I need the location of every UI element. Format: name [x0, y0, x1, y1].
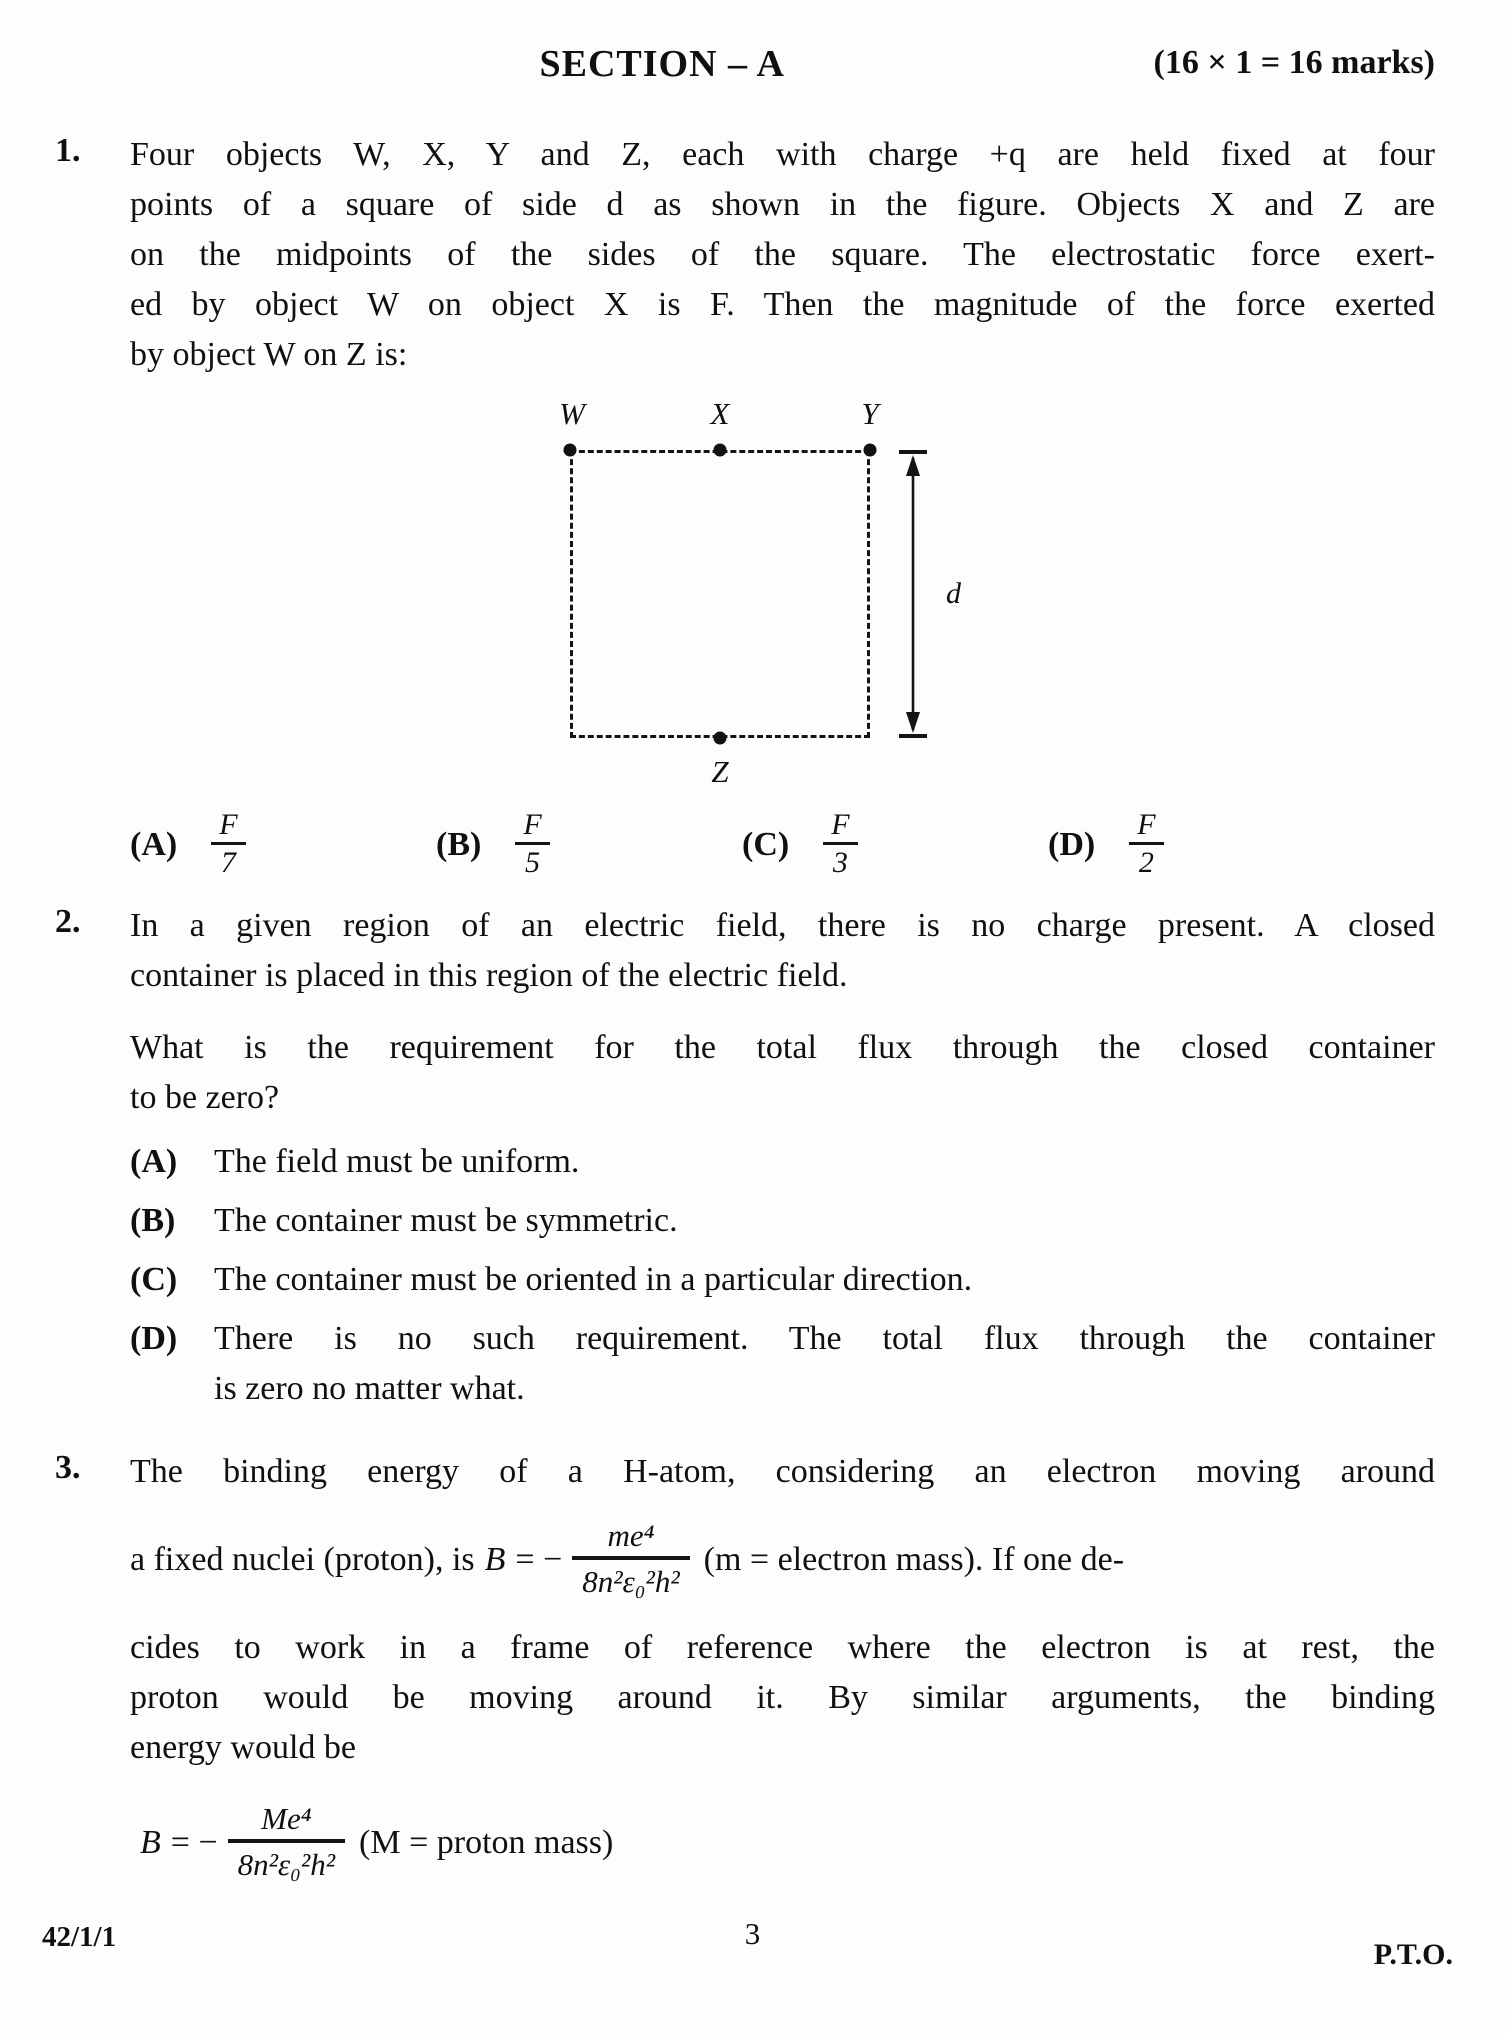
question-2: [55, 901, 1435, 1423]
option-text: The container must be oriented in a particular direction.: [214, 1261, 973, 1298]
figure-label-y: Y: [861, 396, 879, 431]
fraction: $\frac{\text{me⁴}}{\text{8n²ε₀²h²}}$: [572, 1516, 689, 1604]
fraction: $\frac{\text{Me⁴}}{\text{8n²ε₀²h²}}$: [228, 1799, 345, 1887]
inline-equation: [130, 1497, 1435, 1623]
fraction: $\frac{F}{2}$: [1129, 808, 1163, 881]
charge-dot-x: [714, 444, 727, 457]
option-text: There is no such requirement. The total flux through the container: [214, 1320, 1435, 1357]
dimension-arrow-icon: [896, 448, 940, 740]
paper-code: 42/1/1: [42, 1921, 117, 1953]
equation-variable: B: [484, 1541, 506, 1578]
fraction: $\frac{F}{5}$: [515, 808, 549, 881]
question-1-figure: [130, 396, 1435, 790]
question-line: points of a square of side d as shown in the figure. Objects X and Z are: [130, 186, 1435, 223]
question-2-number: 2.: [55, 903, 81, 940]
question-line: by object W on Z is:: [130, 336, 408, 373]
figure-label-d: d: [946, 577, 961, 610]
equation-note: (M = proton mass): [359, 1824, 614, 1861]
pto-label: P.T.O.: [1373, 1938, 1453, 1971]
option-label: (A): [130, 825, 178, 863]
question-line: to be zero?: [130, 1079, 280, 1116]
option-a: [130, 808, 436, 881]
option-a: [130, 1137, 1435, 1187]
question-line: proton would be moving around it. By similar arguments, the binding: [130, 1679, 1435, 1716]
question-line: The binding energy of a H-atom, considering an electron moving around: [130, 1453, 1435, 1490]
option-d: [1048, 808, 1354, 881]
question-line: container is placed in this region of the electric field.: [130, 957, 848, 994]
question-line: What is the requirement for the total flux through the closed container: [130, 1029, 1435, 1066]
option-text: is zero no matter what.: [214, 1370, 525, 1407]
equation-pre-text: a fixed nuclei (proton), is: [130, 1541, 475, 1578]
question-3: [55, 1447, 1435, 1903]
equation-sign: = −: [515, 1541, 563, 1578]
option-text: The container must be symmetric.: [214, 1202, 678, 1239]
question-line: ed by object W on object X is F. Then the magnitude of the force exerted: [130, 286, 1435, 323]
option-b: [436, 808, 742, 881]
equation-variable: B: [140, 1824, 161, 1861]
option-d: [130, 1314, 1435, 1414]
question-1: [55, 130, 1435, 887]
option-b: [130, 1196, 1435, 1246]
figure-label-x: X: [710, 396, 730, 431]
charge-dot-z: [714, 732, 727, 745]
charge-dot-y: [864, 444, 877, 457]
question-line: cides to work in a frame of reference where the electron is at rest, the: [130, 1629, 1435, 1666]
fraction: $\frac{F}{7}$: [211, 808, 245, 881]
question-line: on the midpoints of the sides of the square. The electrostatic force exert-: [130, 236, 1435, 273]
page-number: 3: [744, 1916, 761, 1951]
option-label: (D): [1048, 825, 1096, 863]
option-label: (C): [742, 825, 790, 863]
equation-post-text: (m = electron mass). If one de-: [703, 1541, 1125, 1578]
option-label: (B): [436, 825, 482, 863]
question-line: Four objects W, X, Y and Z, each with charge +q are held fixed at four: [130, 136, 1435, 173]
fraction: $\frac{F}{3}$: [823, 808, 857, 881]
section-title: SECTION – A: [539, 43, 785, 85]
option-label: (B): [130, 1202, 176, 1239]
charge-dot-w: [564, 444, 577, 457]
figure-label-z: Z: [711, 754, 729, 789]
question-1-number: 1.: [55, 132, 81, 169]
dashed-square: [570, 450, 870, 738]
question-1-options: [130, 808, 1435, 881]
question-line: energy would be: [130, 1729, 356, 1766]
display-equation: [140, 1783, 1435, 1903]
section-marks: (16 × 1 = 16 marks): [1153, 44, 1435, 81]
option-label: (D): [130, 1320, 178, 1357]
option-label: (A): [130, 1143, 178, 1180]
question-3-number: 3.: [55, 1449, 81, 1486]
equation-sign: = −: [170, 1824, 218, 1861]
option-text: The field must be uniform.: [214, 1143, 580, 1180]
question-2-options: [130, 1137, 1435, 1414]
option-c: [742, 808, 1048, 881]
option-c: [130, 1255, 1435, 1305]
question-line: In a given region of an electric field, there is no charge present. A closed: [130, 907, 1435, 944]
figure-label-w: W: [559, 396, 585, 431]
section-header: [55, 42, 1435, 104]
option-label: (C): [130, 1261, 178, 1298]
